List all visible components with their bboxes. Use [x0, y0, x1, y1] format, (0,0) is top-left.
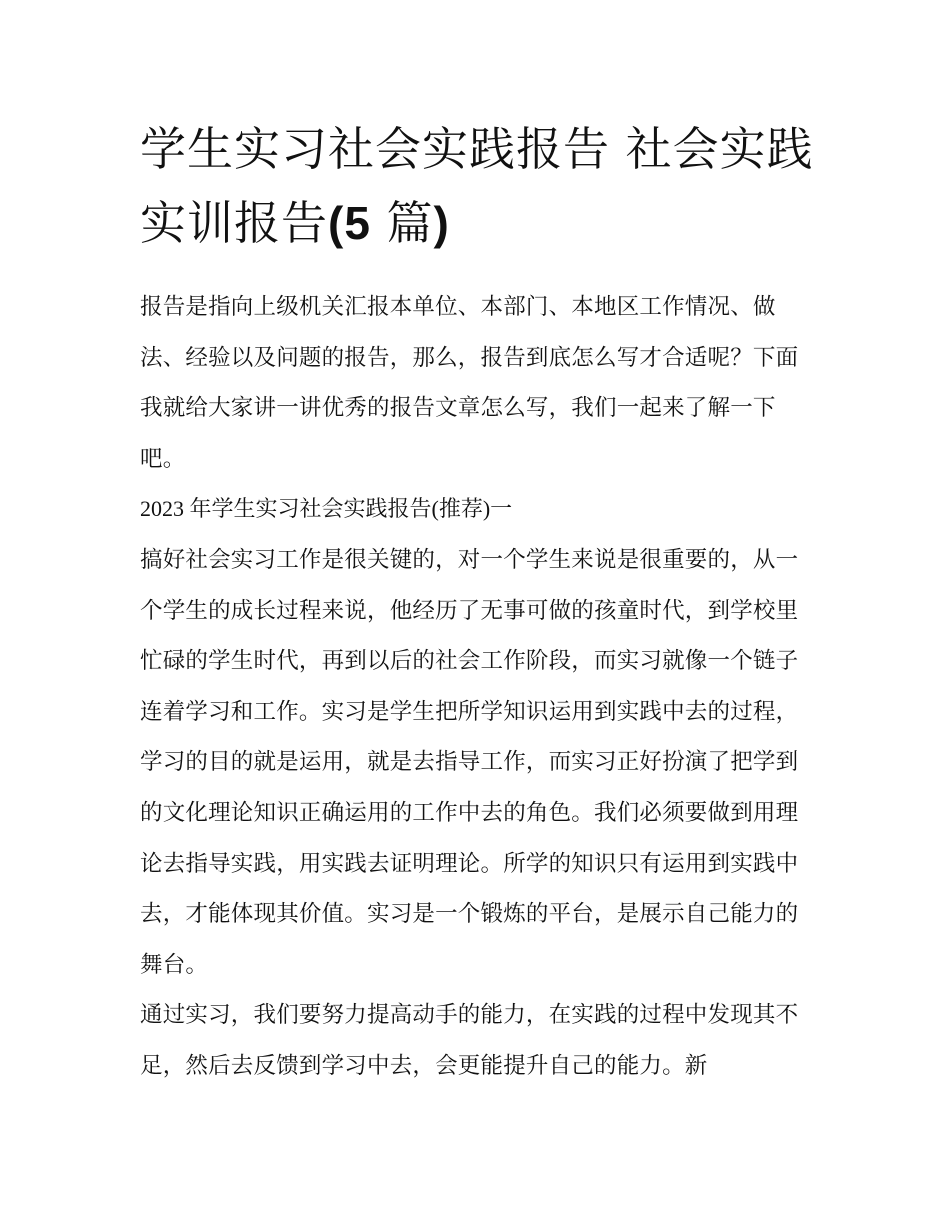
document-title — [140, 112, 820, 260]
body-paragraph-1: 搞好社会实习工作是很关键的，对一个学生来说是很重要的，从一个学生的成长过程来说，他经历了无事可做的孩童时代，到学校里忙碌的学生时代，再到以后的社会工作阶段，而实习就像一个链子连着学习和工作。实习是学生把所学知识运用到实践中去的过程，学习的目的就是运用，就是去指导工作，而实习正好扮演了把学到的文化理论知识正确运用的工作中去的角色。我们必须要做到用理论去指导实践，用实践去证明理论。所学的知识只有运用到实践中去，才能体现其价值。实习是一个锻炼的平台，是展示自己能力的舞台。 — [140, 546, 799, 978]
title-count-open: (5 — [328, 197, 371, 249]
section-heading: 2023 年学生实习社会实践报告(推荐)一 — [140, 496, 513, 522]
title-text: 学生实习社会实践报告 社会实践实训报告 — [140, 122, 814, 250]
title-count-unit: 篇 — [370, 196, 434, 250]
intro-paragraph: 报告是指向上级机关汇报本单位、本部门、本地区工作情况、做法、经验以及问题的报告，那么，报告到底怎么写才合适呢？下面我就给大家讲一讲优秀的报告文章怎么写，我们一起来了解一下吧。 — [140, 294, 799, 472]
document-body — [140, 282, 816, 1092]
body-paragraph-2: 通过实习，我们要努力提高动手的能力，在实践的过程中发现其不足，然后去反馈到学习中去，会更能提升自己的能力。新 — [140, 1002, 799, 1079]
title-count-close: ) — [433, 197, 450, 249]
